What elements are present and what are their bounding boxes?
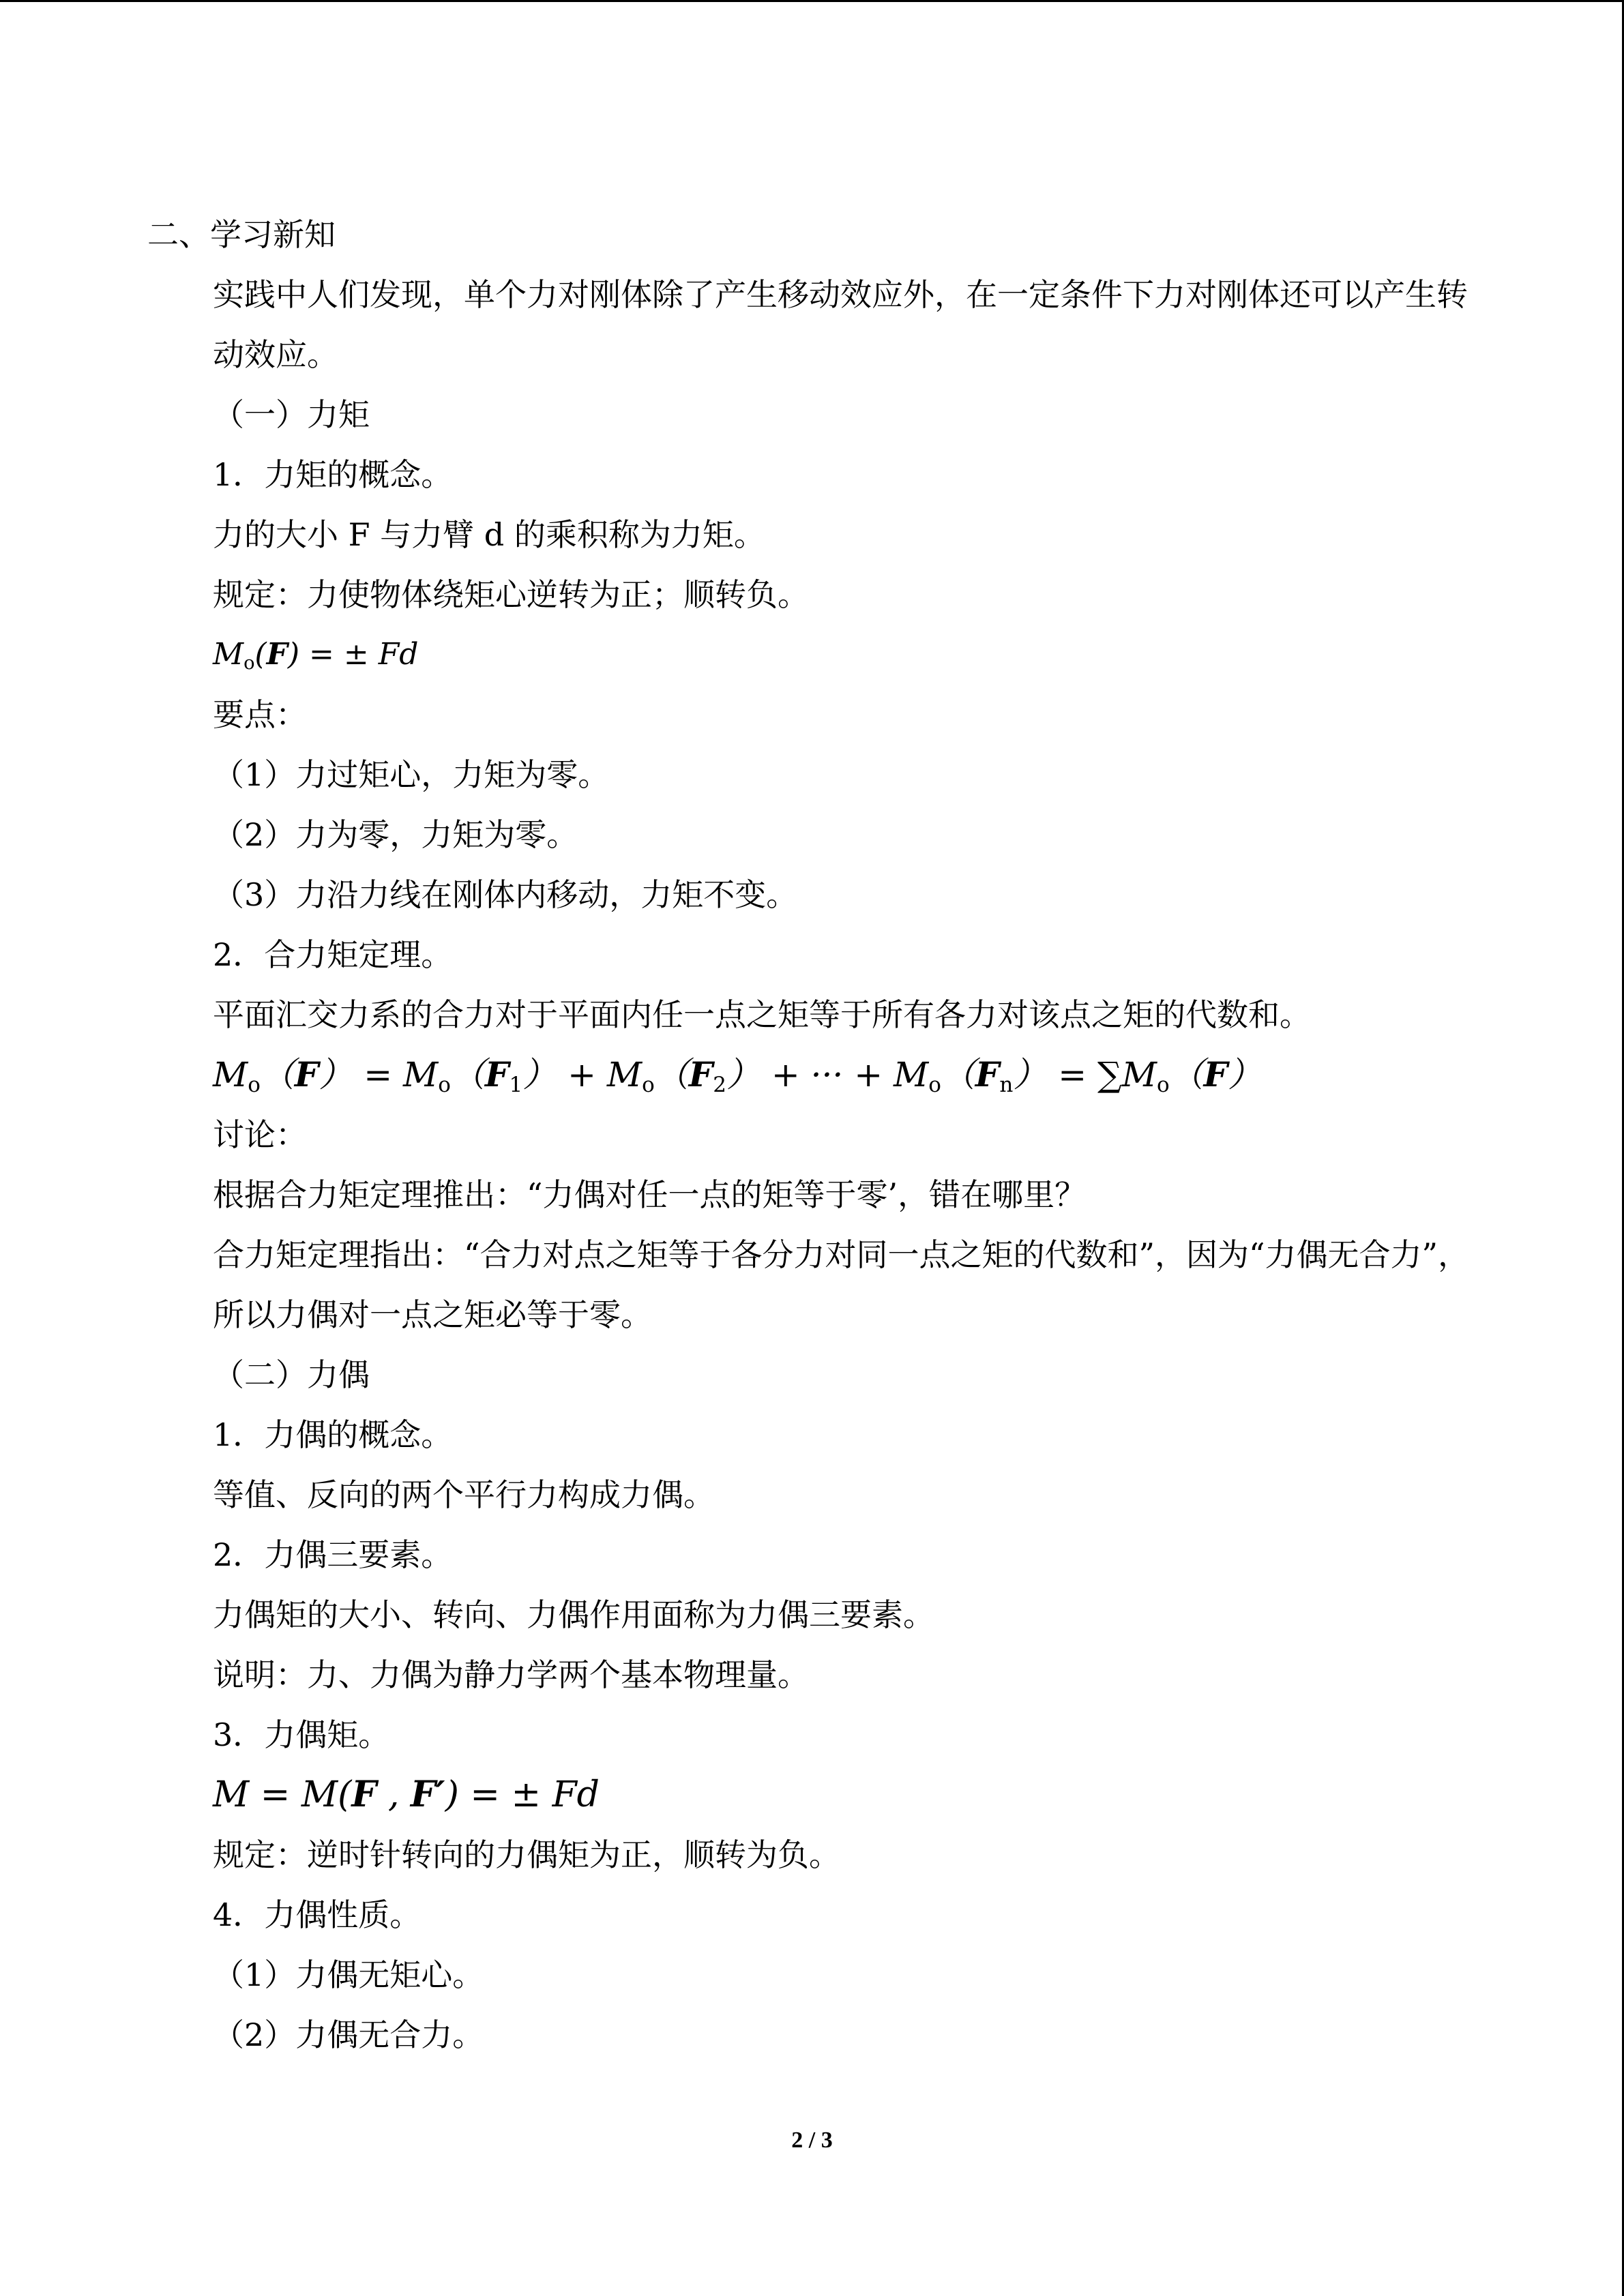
discussion-answer: 合力矩定理指出：“合力对点之矩等于各分力对同一点之矩的代数和”，因为“力偶无合力”，所以力偶对一点之矩必等于零。 bbox=[213, 1236, 1470, 1333]
theorem-text: 平面汇交力系的合力对于平面内任一点之矩等于所有各力对该点之矩的代数和。 bbox=[213, 996, 1311, 1033]
rule-text: 规定：逆时针转向的力偶矩为正，顺转为负。 bbox=[213, 1836, 840, 1873]
property-item: （2）力偶无合力。 bbox=[213, 2016, 484, 2053]
item-title: 4．力偶性质。 bbox=[213, 1896, 422, 1933]
definition-text: 力的大小 F 与力臂 d 的乘积称为力矩。 bbox=[213, 516, 765, 553]
definition-text: 等值、反向的两个平行力构成力偶。 bbox=[213, 1476, 715, 1513]
discussion-question: 根据合力矩定理推出：“力偶对任一点的矩等于零’，错在哪里？ bbox=[213, 1176, 1087, 1213]
property-item: （1）力偶无矩心。 bbox=[213, 1956, 484, 1993]
page-body bbox=[147, 205, 1471, 2065]
rule-text: 规定：力使物体绕矩心逆转为正；顺转负。 bbox=[213, 576, 809, 613]
section-heading: 二、学习新知 bbox=[147, 216, 336, 253]
torque-formula: $M_o(F)$ = ± Fd bbox=[213, 637, 419, 674]
resultant-moment-formula: $M_o(F) = M_o(F_1) + M_o(F_2)$ + ··· + $M_o(F_n) = \sum M_o(F)$ bbox=[213, 1054, 1263, 1097]
discussion-label: 讨论： bbox=[213, 1116, 307, 1153]
item-title: 3．力偶矩。 bbox=[213, 1716, 390, 1753]
key-points-label: 要点： bbox=[213, 696, 307, 733]
subsection-title-couple: （二）力偶 bbox=[213, 1356, 370, 1393]
note-text: 说明：力、力偶为静力学两个基本物理量。 bbox=[213, 1656, 809, 1693]
page-top-border bbox=[0, 0, 1624, 2]
item-title: 1．力矩的概念。 bbox=[213, 456, 453, 493]
couple-moment-formula: M = M(F , F′) = ± Fd bbox=[213, 1774, 600, 1815]
subsection-title-torque: （一）力矩 bbox=[213, 396, 370, 433]
item-title: 1．力偶的概念。 bbox=[213, 1416, 453, 1453]
key-point: （3）力沿力线在刚体内移动，力矩不变。 bbox=[213, 876, 798, 913]
page-number: 2 / 3 bbox=[791, 2128, 833, 2153]
key-point: （2）力为零，力矩为零。 bbox=[213, 816, 578, 853]
intro-text: 实践中人们发现，单个力对刚体除了产生移动效应外，在一定条件下力对刚体还可以产生转动效应。 bbox=[213, 276, 1468, 373]
item-title: 2．力偶三要素。 bbox=[213, 1536, 453, 1573]
key-point: （1）力过矩心，力矩为零。 bbox=[213, 756, 610, 793]
intro-paragraph bbox=[147, 265, 1471, 385]
item-title: 2．合力矩定理。 bbox=[213, 936, 453, 973]
definition-text: 力偶矩的大小、转向、力偶作用面称为力偶三要素。 bbox=[213, 1596, 934, 1633]
